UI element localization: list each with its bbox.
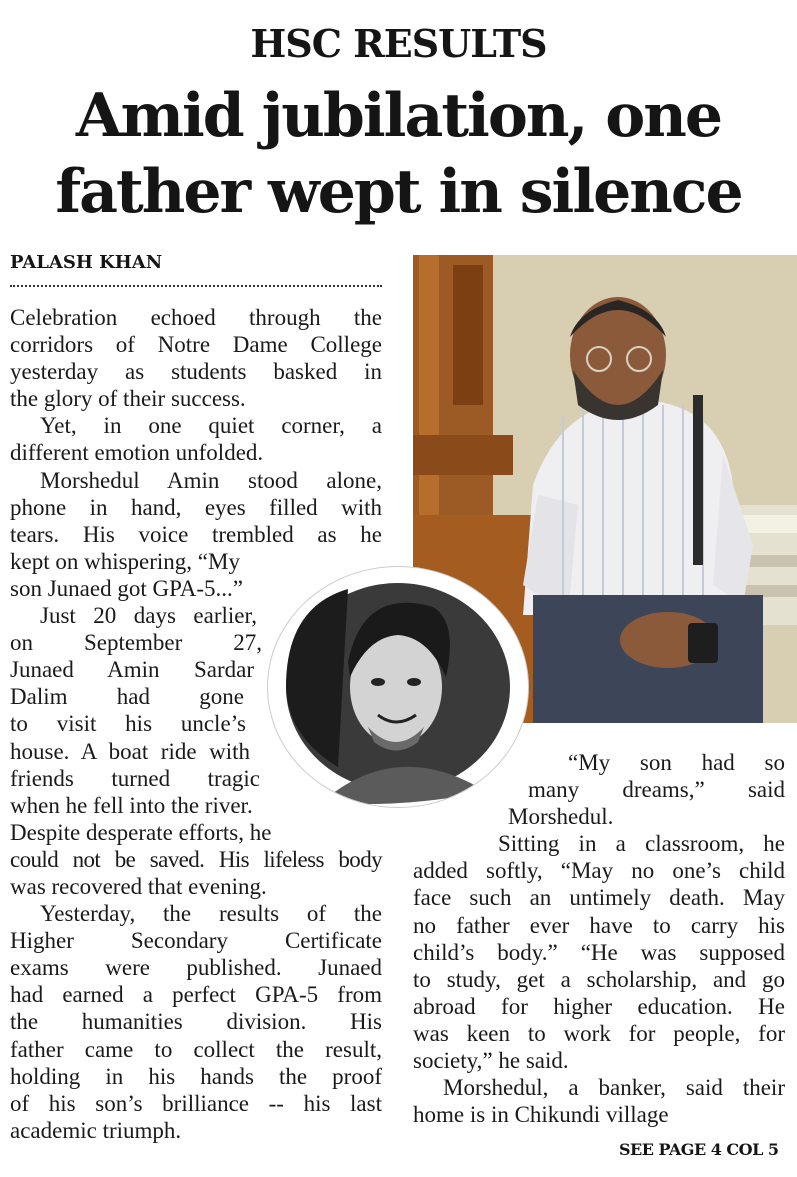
text-line: was recovered that evening. xyxy=(10,873,267,899)
text-line: to visit his uncle’s xyxy=(10,711,246,737)
headline-line-2: father wept in silence xyxy=(55,157,742,227)
text-line: to study, get a scholarship, and go xyxy=(413,966,785,992)
article-body-left xyxy=(10,304,382,1144)
text-line: Morshedul, a banker, said their xyxy=(443,1075,785,1101)
text-line: when he fell into the river. xyxy=(10,792,253,818)
text-line: added softly, “May no one’s child xyxy=(413,858,785,884)
text-line: the humanities division. His xyxy=(10,1009,382,1035)
text-line: home is in Chikundi village xyxy=(413,1102,669,1128)
text-line: corridors of Notre Dame College xyxy=(10,332,382,358)
text-line: many dreams,” said xyxy=(528,777,785,803)
text-line: Celebration echoed through the xyxy=(10,305,382,330)
text-line: the glory of their success. xyxy=(10,386,246,412)
text-line: was keen to work for people, for xyxy=(413,1020,785,1046)
text-line: Just 20 days earlier, xyxy=(40,603,257,629)
text-line: had earned a perfect GPA-5 from xyxy=(10,982,382,1008)
text-line: on September 27, xyxy=(10,630,262,656)
text-line: Yet, in one quiet corner, a xyxy=(40,413,382,439)
text-line: abroad for higher education. He xyxy=(413,993,785,1019)
text-line: could not be saved. His lifeless body xyxy=(10,846,382,872)
text-line: Sitting in a classroom, he xyxy=(498,831,785,857)
text-line: friends turned tragic xyxy=(10,765,260,791)
text-line: child’s body.” “He was supposed xyxy=(413,939,785,965)
text-line: Junaed Amin Sardar xyxy=(10,657,254,683)
text-line: Morshedul. xyxy=(508,804,614,830)
text-line: Yesterday, the results of the xyxy=(40,901,382,927)
text-line: different emotion unfolded. xyxy=(10,440,264,466)
text-line: academic triumph. xyxy=(10,1117,182,1143)
text-line: “My son had so xyxy=(568,750,785,775)
text-line: tears. His voice trembled as he xyxy=(10,521,382,547)
text-line: exams were published. Junaed xyxy=(10,955,382,981)
text-line: holding in his hands the proof xyxy=(10,1063,382,1089)
byline: PALASH KHAN xyxy=(10,252,163,273)
text-line: son Junaed got GPA-5...” xyxy=(10,575,243,601)
headline-line-1: Amid jubilation, one xyxy=(75,81,722,151)
text-line: no father ever have to carry his xyxy=(413,912,785,938)
text-line: society,” he said. xyxy=(413,1048,569,1074)
text-line: Morshedul Amin stood alone, xyxy=(40,467,382,493)
text-line: Dalim had gone xyxy=(10,684,244,710)
continued-jump-line: SEE PAGE 4 COL 5 xyxy=(619,1140,779,1159)
text-line: Higher Secondary Certificate xyxy=(10,928,382,954)
article-body-right xyxy=(413,749,785,1128)
text-line: phone in hand, eyes filled with xyxy=(10,494,382,520)
text-line: of his son’s brilliance -- his last xyxy=(10,1090,382,1116)
text-line: kept on whispering, “My xyxy=(10,548,240,574)
text-line: father came to collect the result, xyxy=(10,1036,382,1062)
text-line: yesterday as students basked in xyxy=(10,359,382,385)
headline xyxy=(0,78,797,230)
byline-rule xyxy=(10,285,382,287)
text-line: face such an untimely death. May xyxy=(413,885,785,911)
text-line: Despite desperate efforts, he xyxy=(10,819,272,845)
text-line: house. A boat ride with xyxy=(10,738,250,764)
kicker: HSC RESULTS xyxy=(250,21,547,66)
